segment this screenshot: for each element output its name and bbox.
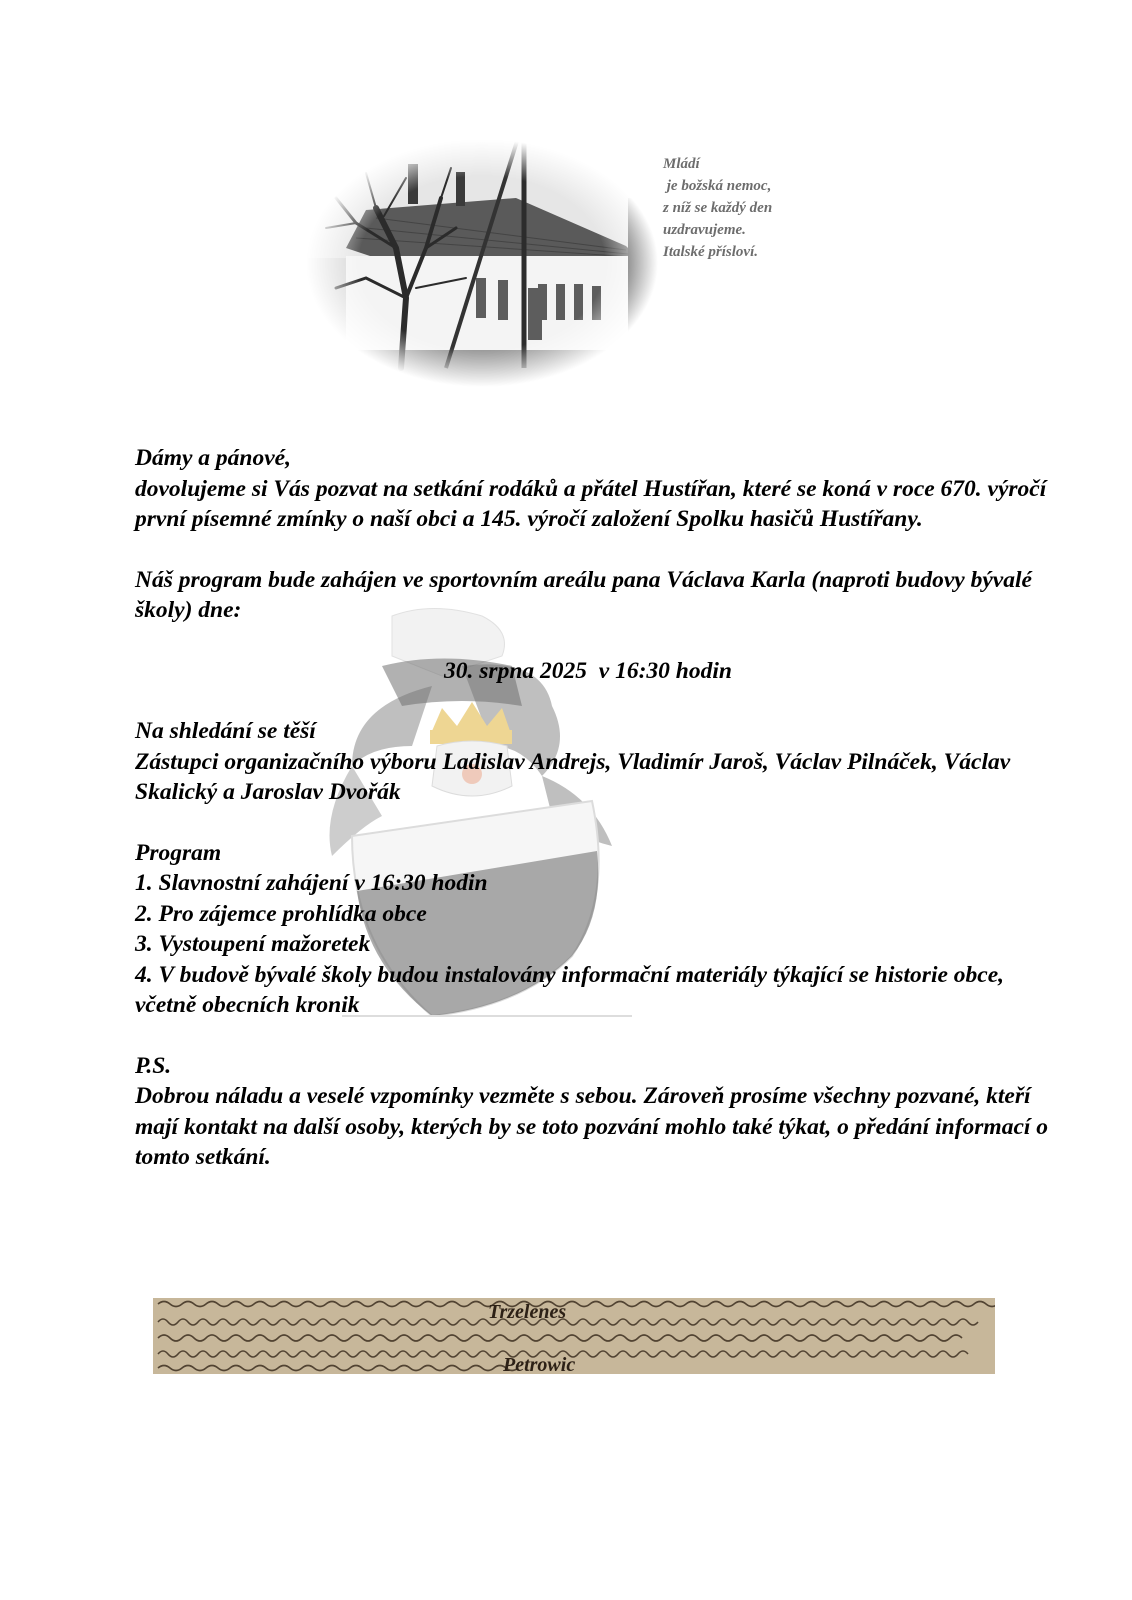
ps-title: P.S. [135,1052,172,1079]
quote [663,153,863,263]
manuscript-word: Trzelenes [488,1301,567,1323]
historical-manuscript-strip [153,1298,995,1374]
school-building-photo [306,138,658,388]
event-date: 30. srpna 2025 v 16:30 hodin [444,657,732,684]
farewell: Na shledání se těší [135,718,316,744]
intro-paragraph: dovolujeme si Vás pozvat na setkání rodáků a přátel Hustířan, které se koná v roce 670. výročí první písemné zmínky o naší obci a 145. výročí založení Spolku hasičů Hustířany. [135,475,1047,532]
quote-line: z níž se každý den [663,200,773,216]
invitation-letter [135,443,1055,1173]
program-item: 3. Vystoupení mažoretek [135,931,371,957]
manuscript-word: Petrowic [503,1354,576,1374]
program-item: 2. Pro zájemce prohlídka obce [135,900,427,927]
ps-text: Dobrou náladu a veselé vzpomínky vezměte s sebou. Zároveň prosíme všechny pozvané, kteří mají kontakt na další osoby, kterých by se toto pozvání mohlo také týkat, o předání informací o tomto setkání. [135,1083,1049,1170]
program-title: Program [135,839,222,866]
salutation: Dámy a pánové, [135,445,291,471]
committee: Zástupci organizačního výboru Ladislav Andrejs, Vladimír Jaroš, Václav Pilnáček, Václav Skalický a Jaroslav Dvořák [135,748,1011,805]
program-start-paragraph: Náš program bude zahájen ve sportovním areálu pana Václava Karla (naproti budovy bývalé školy) dne: [135,566,1032,623]
quote-line: uzdravujeme. [663,222,746,238]
quote-line: Italské přísloví. [663,244,759,260]
program-item: 1. Slavnostní zahájení v 16:30 hodin [135,870,488,896]
quote-line: je božská nemoc, [663,178,772,194]
program-item: 4. V budově bývalé školy budou instalovány informační materiály týkající se historie obce, včetně obecních kronik [135,961,1005,1018]
quote-line: Mládí [663,156,700,172]
